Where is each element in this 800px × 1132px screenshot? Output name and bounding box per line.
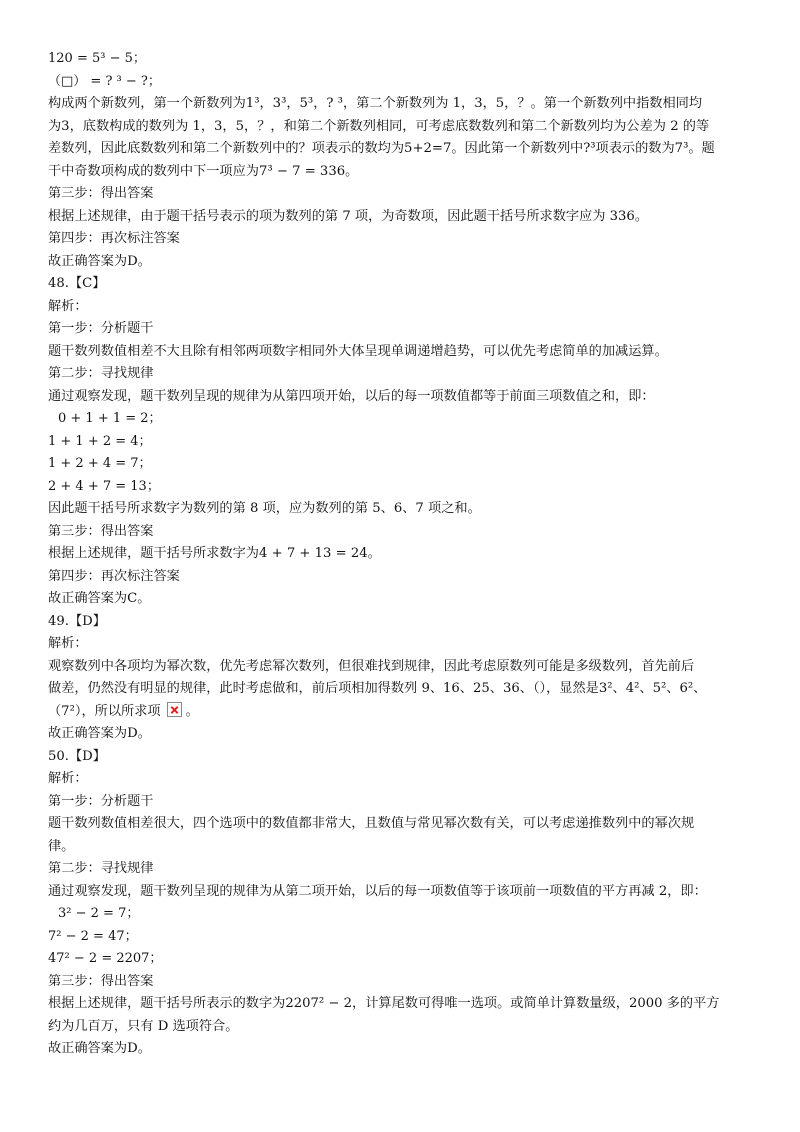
paragraph-line: 根据上述规律，题干括号所表示的数字为2207² − 2，计算尾数可得唯一选项。或简单计算数量级，2000 多的平方: [48, 996, 720, 1011]
question-number: 48.【C】: [48, 276, 106, 291]
document-page: [48, 48, 752, 1061]
paragraph-line: 根据上述规律，由于题干括号表示的项为数列的第 7 项，为奇数项，因此题干括号所求数字应为 336。: [48, 208, 649, 224]
paragraph-line: 做差，仍然没有明显的规律，此时考虑做和，前后项相加得数列 9、16、25、36、（），显然是3²、4²、5²、6²、: [48, 681, 707, 696]
step-heading: 第三步：得出答案: [48, 523, 154, 539]
paragraph-line: 通过观察发现，题干数列呈现的规律为从第四项开始，以后的每一项数值都等于前面三项数值之和，即：: [48, 388, 655, 404]
step-heading: 第二步：寻找规律: [48, 861, 154, 876]
paragraph-line: 差数列，因此底数数列和第二个新数列中的？项表示的数均为5+2=7。因此第一个新数列中?³项表示的数为7³。题: [48, 141, 715, 156]
step-heading: 第三步：得出答案: [48, 973, 154, 989]
equation-line: 7² − 2 = 47；: [48, 928, 138, 944]
question-number: 50.【D】: [48, 748, 106, 764]
equation-line: 3² − 2 = 7；: [58, 906, 140, 921]
paragraph-line: 干中奇数项构成的数列中下一项应为7³ − 7 = 336。: [48, 163, 359, 179]
paragraph-line: 约为几百万，只有 D 选项符合。: [48, 1018, 239, 1034]
equation-line: 0 + 1 + 1 = 2；: [58, 411, 162, 426]
equation-line: 2 + 4 + 7 = 13；: [48, 478, 160, 494]
analysis-label: 解析：: [48, 771, 88, 786]
paragraph-line: 题干数列数值相差很大，四个选项中的数值都非常大，且数值与常见幂次数有关，可以考虑递推数列中的幂次规: [48, 816, 695, 831]
answer-line: 故正确答案为D。: [48, 1041, 151, 1056]
step-heading: 第四步：再次标注答案: [48, 568, 180, 584]
paragraph-line: 观察数列中各项均为幂次数，优先考虑幂次数列，但很难找到规律，因此考虑原数列可能是多级数列，首先前后: [48, 658, 695, 674]
paragraph-line: 为3，底数构成的数列为 1，3，5，？，和第二个新数列相同，可考虑底数数列和第二个新数列均为公差为 2 的等: [48, 118, 710, 134]
question-number: 49.【D】: [48, 613, 106, 629]
step-heading: 第四步：再次标注答案: [48, 231, 180, 246]
equation-line: （□） = ? ³ − ?；: [48, 73, 161, 89]
equation-line: 1 + 2 + 4 = 7；: [48, 456, 152, 471]
equation-line: 1 + 1 + 2 = 4；: [48, 433, 152, 449]
paragraph-line: 构成两个新数列，第一个新数列为1³，3³，5³，? ³，第二个新数列为 1，3，5，？。第一个新数列中指数相同均: [48, 96, 703, 111]
answer-line: 故正确答案为D。: [48, 253, 151, 269]
analysis-label: 解析：: [48, 636, 88, 651]
equation-line: 47² − 2 = 2207；: [48, 951, 163, 966]
step-heading: 第一步：分析题干: [48, 793, 154, 809]
paragraph-line: 因此题干括号所求数字为数列的第 8 项，应为数列的第 5、6、7 项之和。: [48, 501, 481, 516]
broken-image-icon: [167, 702, 182, 717]
step-heading: 第三步：得出答案: [48, 186, 154, 201]
answer-line: 故正确答案为D。: [48, 726, 151, 741]
paragraph-text: 。: [185, 703, 199, 719]
step-heading: 第二步：寻找规律: [48, 366, 154, 381]
paragraph-text: （7²），所以所求项: [48, 703, 161, 719]
answer-line: 故正确答案为C。: [48, 591, 151, 606]
paragraph-line: 通过观察发现，题干数列呈现的规律为从第二项开始，以后的每一项数值等于该项前一项数值的平方再减 2，即：: [48, 883, 707, 899]
paragraph-line: 根据上述规律，题干括号所求数字为4 + 7 + 13 = 24。: [48, 546, 381, 561]
paragraph-line: 题干数列数值相差不大且除有相邻两项数字相同外大体呈现单调递增趋势，可以优先考虑简单的加减运算。: [48, 343, 668, 359]
paragraph-line: [48, 701, 752, 724]
analysis-label: 解析：: [48, 298, 88, 314]
equation-line: 120 = 5³ − 5；: [48, 51, 146, 66]
paragraph-line: 律。: [48, 838, 75, 854]
step-heading: 第一步：分析题干: [48, 321, 154, 336]
